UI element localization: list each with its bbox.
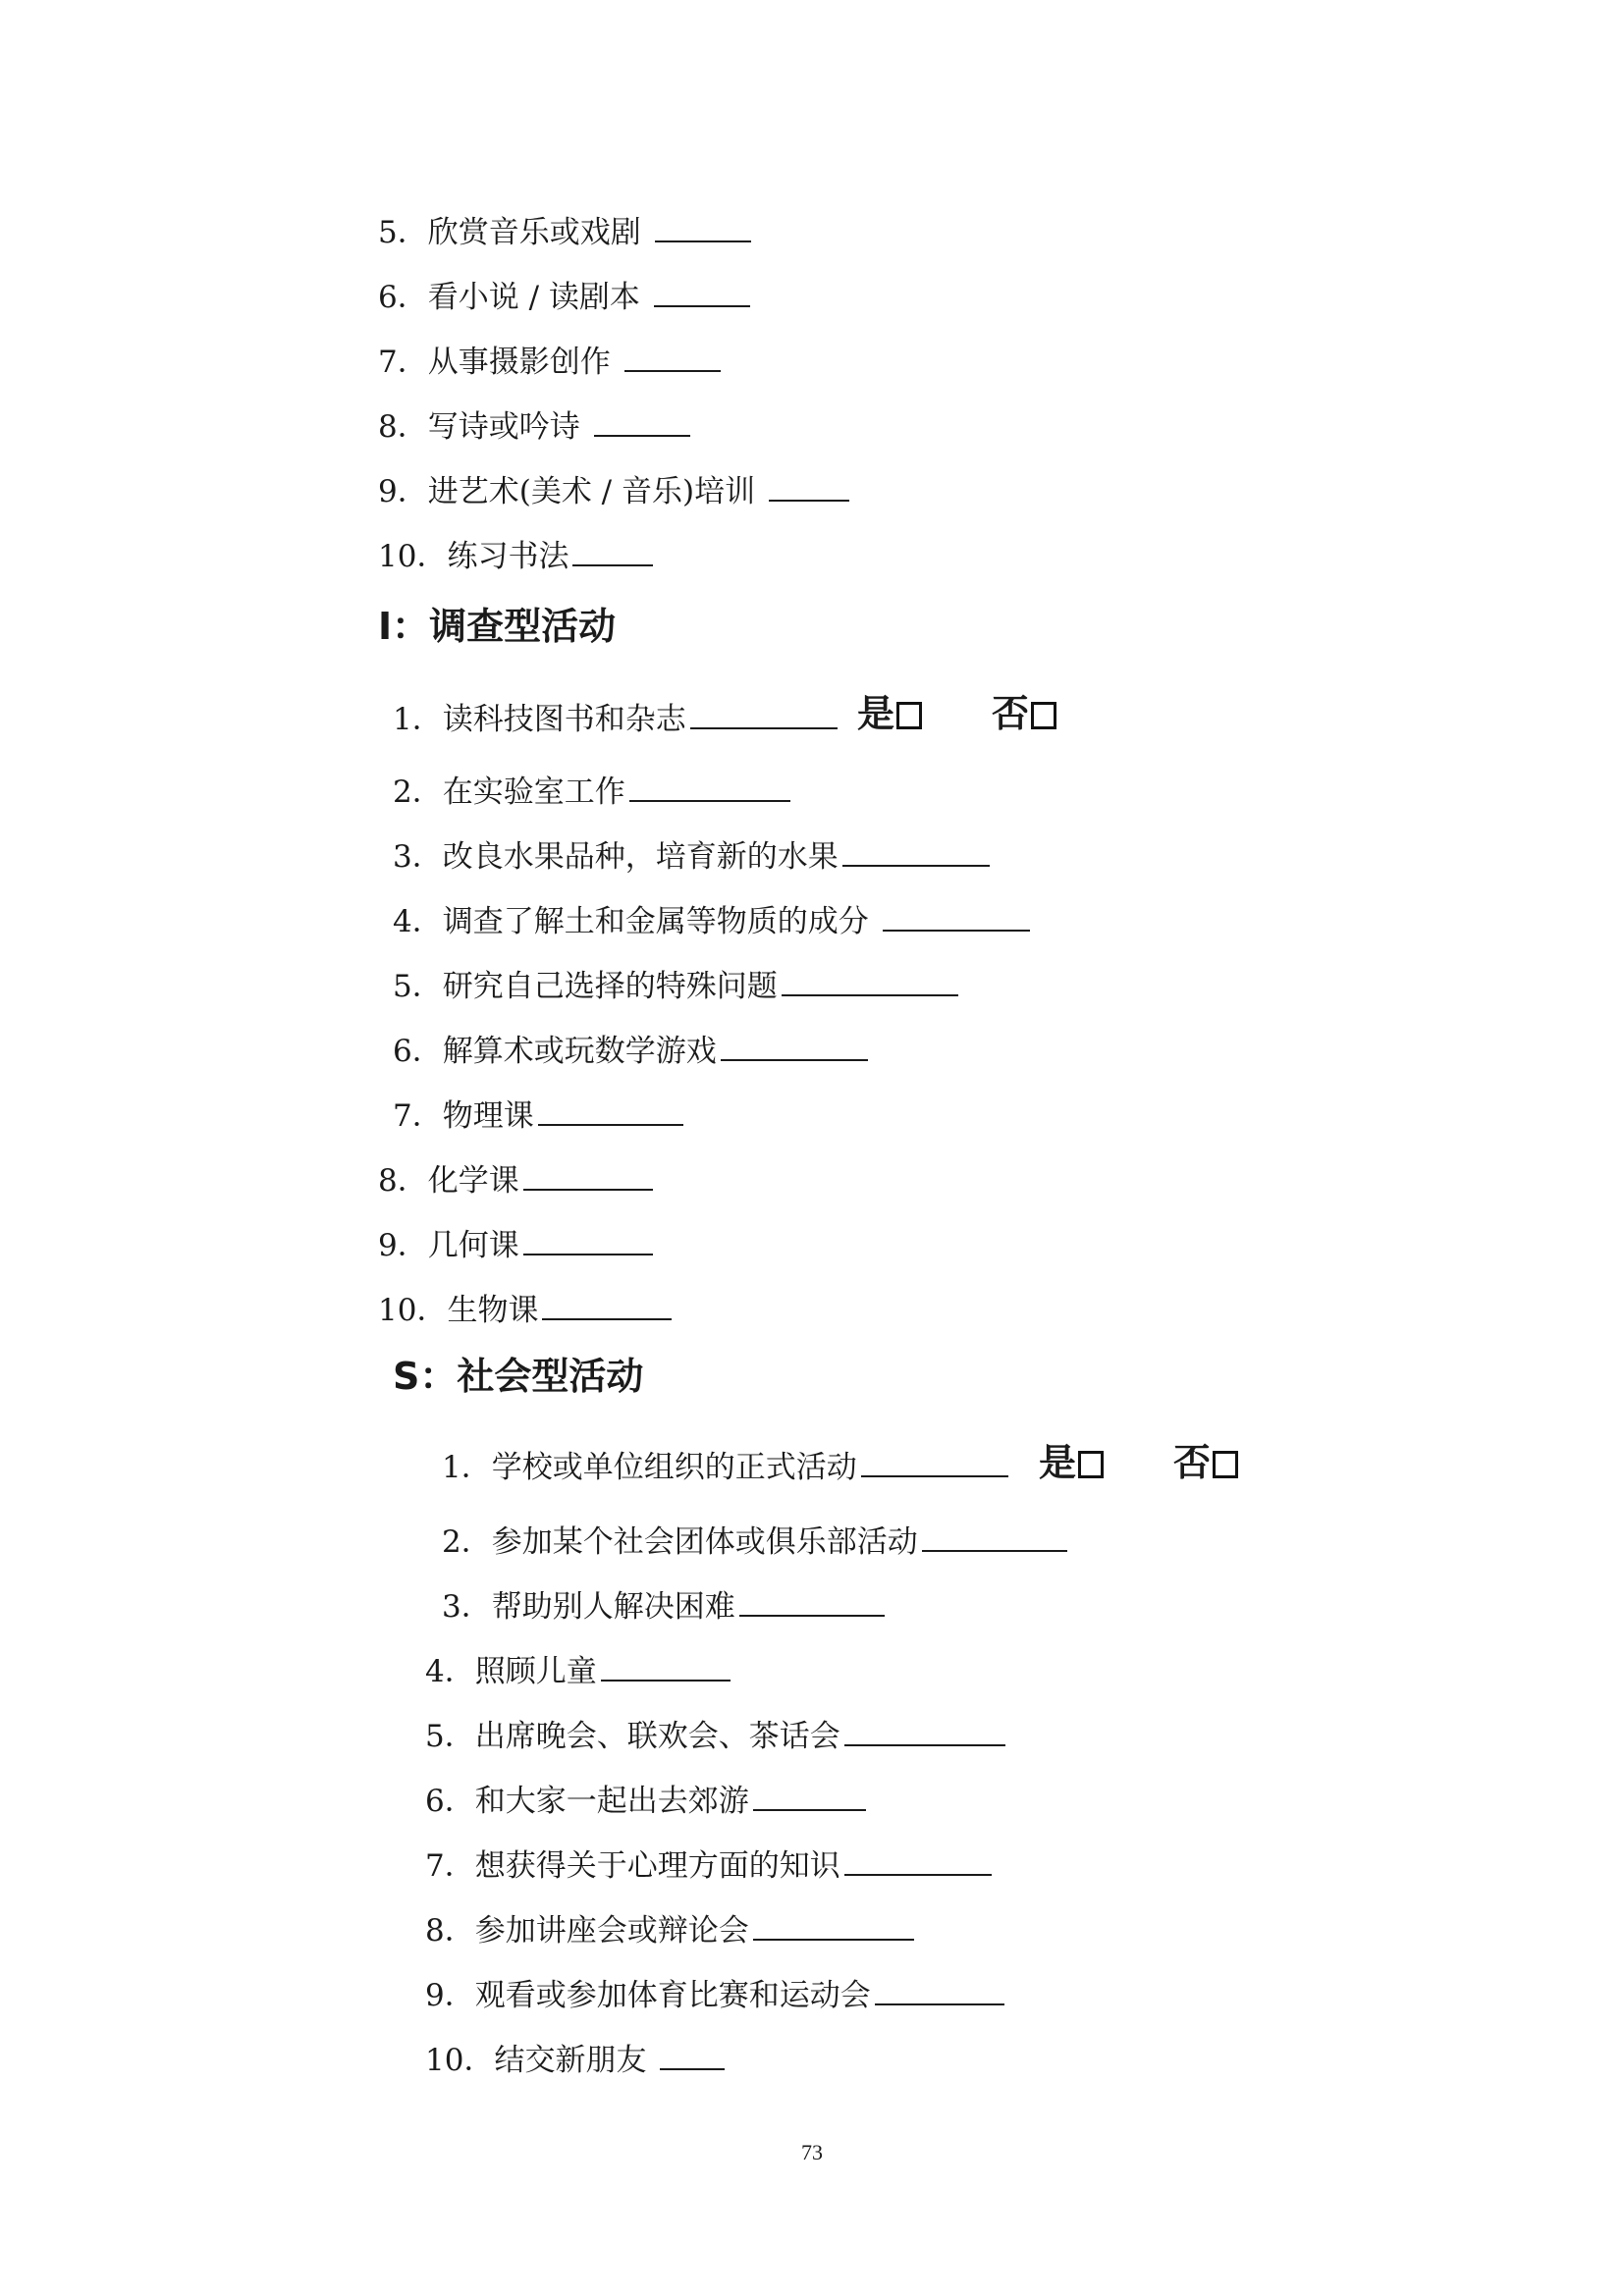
item-text: 化学课 — [427, 1163, 519, 1199]
item-number: 9． — [425, 1978, 475, 2013]
item-text: 解算术或玩数学游戏 — [442, 1034, 717, 1069]
no-checkbox[interactable] — [1213, 1451, 1238, 1478]
item-number: 5． — [393, 969, 443, 1004]
yes-label: 是 — [1039, 1441, 1077, 1484]
list-item — [378, 1159, 653, 1199]
list-item — [378, 276, 750, 315]
list-item — [442, 1585, 885, 1625]
item-text: 从事摄影创作 — [427, 345, 621, 380]
item-text: 几何课 — [427, 1228, 519, 1263]
yes-no-choice — [1173, 1441, 1238, 1484]
list-item — [378, 405, 690, 445]
list-item — [378, 211, 751, 250]
item-number: 8． — [425, 1913, 475, 1949]
item-number: 9． — [378, 1228, 428, 1263]
no-checkbox[interactable] — [1031, 702, 1056, 729]
item-text: 出席晚会、联欢会、茶话会 — [474, 1719, 840, 1754]
item-number: 6． — [378, 280, 428, 315]
answer-blank[interactable] — [739, 1585, 885, 1617]
yes-checkbox[interactable] — [1078, 1451, 1104, 1478]
item-text: 看小说 / 读剧本 — [427, 280, 650, 315]
item-number: 7． — [425, 1848, 475, 1884]
item-text: 想获得关于心理方面的知识 — [474, 1848, 840, 1884]
no-label: 否 — [992, 692, 1030, 735]
answer-blank[interactable] — [842, 835, 990, 867]
item-number: 8． — [378, 1163, 428, 1199]
answer-blank[interactable] — [922, 1521, 1067, 1552]
list-item — [425, 1974, 1004, 2013]
answer-blank[interactable] — [769, 470, 849, 502]
answer-blank[interactable] — [782, 965, 958, 996]
list-item — [425, 1909, 914, 1949]
answer-blank[interactable] — [753, 1909, 914, 1941]
section-heading-investigative: I：调查型活动 — [378, 605, 617, 648]
list-item — [378, 535, 653, 574]
answer-blank[interactable] — [654, 276, 750, 307]
answer-blank[interactable] — [883, 900, 1030, 932]
yes-no-choice — [857, 692, 922, 735]
list-item — [442, 1521, 1067, 1560]
item-text: 调查了解土和金属等物质的成分 — [442, 904, 879, 939]
item-text: 读科技图书和杂志 — [442, 702, 686, 737]
item-text: 参加某个社会团体或俱乐部活动 — [491, 1524, 918, 1560]
answer-blank[interactable] — [753, 1780, 866, 1811]
item-number: 6． — [425, 1784, 475, 1819]
item-text: 练习书法 — [447, 539, 569, 574]
list-item — [393, 771, 790, 810]
item-number: 7． — [378, 345, 428, 380]
list-item — [378, 341, 721, 380]
answer-blank[interactable] — [721, 1030, 868, 1061]
item-number: 7． — [393, 1098, 443, 1134]
yes-no-choice — [992, 692, 1056, 735]
item-text: 研究自己选择的特殊问题 — [442, 969, 778, 1004]
item-number: 3． — [442, 1589, 492, 1625]
answer-blank[interactable] — [594, 405, 690, 437]
answer-blank[interactable] — [624, 341, 721, 372]
list-item — [425, 1780, 866, 1819]
list-item — [425, 2039, 725, 2078]
item-number: 2． — [393, 774, 443, 810]
list-item — [378, 470, 849, 509]
list-item — [393, 698, 838, 737]
item-text: 学校或单位组织的正式活动 — [491, 1450, 857, 1485]
item-number: 2． — [442, 1524, 492, 1560]
list-item — [393, 1030, 868, 1069]
answer-blank[interactable] — [875, 1974, 1004, 2005]
item-text: 生物课 — [447, 1293, 539, 1328]
list-item — [442, 1446, 1008, 1485]
item-text: 在实验室工作 — [442, 774, 625, 810]
answer-blank[interactable] — [660, 2039, 725, 2070]
list-item — [378, 1289, 672, 1328]
page-number: 73 — [801, 2140, 823, 2164]
section-heading-social: S：社会型活动 — [393, 1355, 644, 1398]
yes-no-choice — [1039, 1441, 1104, 1484]
answer-blank[interactable] — [538, 1095, 683, 1126]
answer-blank[interactable] — [523, 1159, 653, 1191]
yes-label: 是 — [857, 692, 895, 735]
item-number: 3． — [393, 839, 443, 875]
list-item — [393, 900, 1030, 939]
item-number: 5． — [425, 1719, 475, 1754]
answer-blank[interactable] — [844, 1715, 1005, 1746]
list-item — [378, 1224, 653, 1263]
list-item — [425, 1650, 731, 1689]
list-item — [393, 835, 990, 875]
item-number: 9． — [378, 474, 428, 509]
item-number: 6． — [393, 1034, 443, 1069]
answer-blank[interactable] — [861, 1446, 1008, 1477]
item-text: 帮助别人解决困难 — [491, 1589, 735, 1625]
item-number: 4． — [393, 904, 443, 939]
item-text: 观看或参加体育比赛和运动会 — [474, 1978, 871, 2013]
answer-blank[interactable] — [844, 1844, 992, 1876]
item-text: 结交新朋友 — [494, 2043, 657, 2078]
answer-blank[interactable] — [629, 771, 790, 802]
item-number: 8． — [378, 409, 428, 445]
item-number: 5． — [378, 215, 428, 250]
answer-blank[interactable] — [572, 535, 653, 566]
answer-blank[interactable] — [655, 211, 751, 242]
item-number: 1． — [442, 1450, 492, 1485]
no-label: 否 — [1173, 1441, 1212, 1484]
item-text: 写诗或吟诗 — [427, 409, 590, 445]
item-number: 4． — [425, 1654, 475, 1689]
answer-blank[interactable] — [690, 698, 838, 729]
item-text: 和大家一起出去郊游 — [474, 1784, 749, 1819]
answer-blank[interactable] — [542, 1289, 672, 1320]
list-item — [393, 965, 958, 1004]
item-text: 参加讲座会或辩论会 — [474, 1913, 749, 1949]
item-text: 改良水果品种，培育新的水果 — [442, 839, 839, 875]
list-item — [425, 1715, 1005, 1754]
item-text: 欣赏音乐或戏剧 — [427, 215, 651, 250]
item-number: 10． — [425, 2043, 495, 2078]
item-text: 照顾儿童 — [474, 1654, 597, 1689]
yes-checkbox[interactable] — [896, 702, 922, 729]
item-text: 进艺术(美术 / 音乐)培训 — [427, 474, 765, 509]
list-item — [425, 1844, 992, 1884]
item-number: 1． — [393, 702, 443, 737]
item-number: 10． — [378, 1293, 448, 1328]
list-item — [393, 1095, 683, 1134]
item-number: 10． — [378, 539, 448, 574]
item-text: 物理课 — [442, 1098, 534, 1134]
answer-blank[interactable] — [601, 1650, 731, 1682]
answer-blank[interactable] — [523, 1224, 653, 1255]
